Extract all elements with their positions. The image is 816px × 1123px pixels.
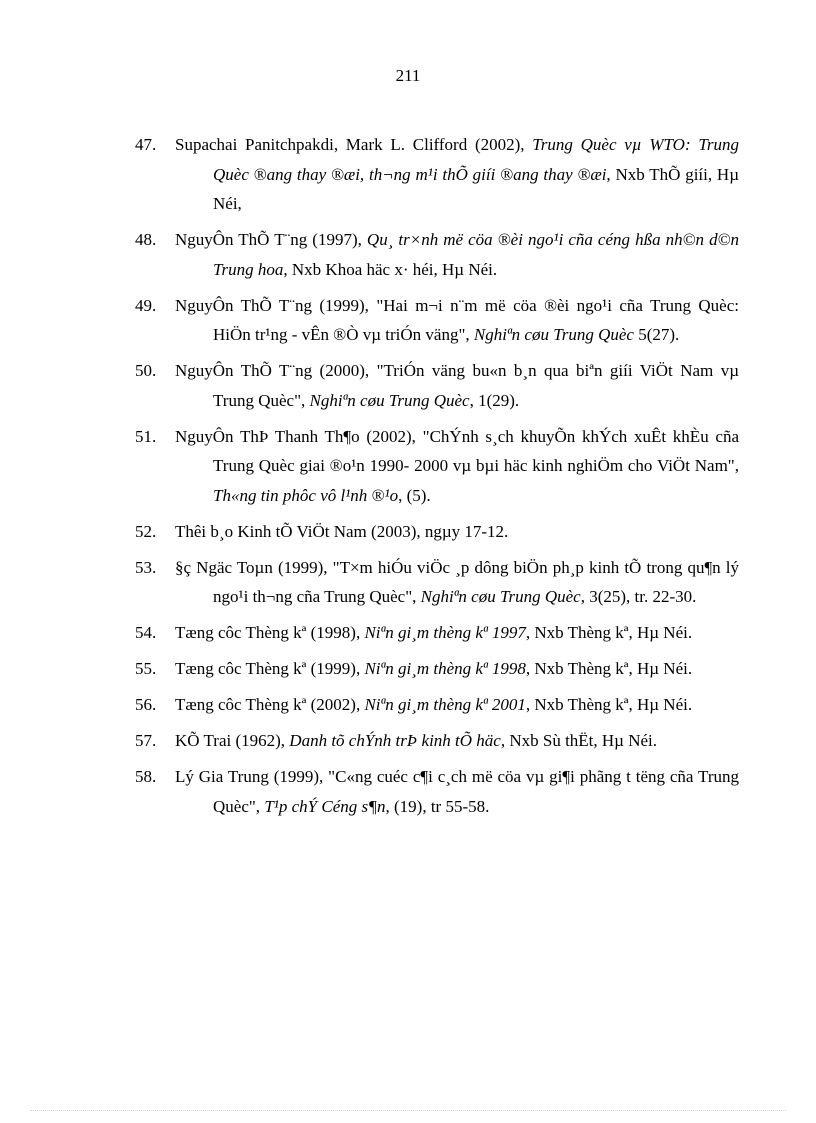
- reference-number: 58.: [135, 767, 157, 786]
- reference-list: [135, 130, 739, 828]
- reference-title: Th«ng tin phôc vô l¹nh ®¹o: [213, 485, 399, 505]
- page-number: 211: [395, 66, 421, 85]
- reference-number: 48.: [135, 230, 157, 249]
- reference-title: T¹p chÝ Céng s¶n: [264, 796, 386, 816]
- reference-item: [135, 690, 739, 720]
- reference-text: NguyÔn ThÞ Thanh Th¶o (2002), "ChÝnh s¸ch khuyÕn khÝch xuÊt khÈu cña Trung Quèc giai ®o¹n 1990- 2000 vµ bµi häc kinh nghiÖm cho ViÖt Nam",: [175, 426, 739, 475]
- reference-item: [135, 762, 739, 821]
- reference-publisher: , Nxb Khoa häc x· héi, Hµ Néi.: [283, 259, 498, 279]
- reference-publisher: , (19), tr 55-58.: [385, 796, 490, 816]
- reference-number: 56.: [135, 695, 157, 714]
- reference-number: 51.: [135, 426, 157, 446]
- reference-text: Tæng côc Thèng kª (1998),: [175, 623, 365, 642]
- reference-publisher: , (5).: [398, 485, 431, 505]
- reference-item: [135, 225, 739, 284]
- reference-publisher: , Nxb Thèng kª, Hµ Néi.: [525, 659, 693, 678]
- reference-publisher: , Nxb Thèng kª, Hµ Néi.: [525, 695, 693, 714]
- reference-item: [135, 618, 739, 648]
- reference-text: Tæng côc Thèng kª (1999),: [175, 659, 365, 678]
- reference-text: Tæng côc Thèng kª (2002),: [175, 695, 365, 714]
- reference-title: Trung Quèc vµ WTO: Trung Quèc ®ang thay ®æi, th¬ng m¹i thÕ giíi ®ang thay ®æi: [213, 135, 739, 184]
- reference-text: NguyÔn ThÕ T¨ng (2000), "TriÓn väng bu«n b¸n qua biªn giíi ViÖt Nam vµ Trung Quèc",: [175, 361, 739, 410]
- reference-text: Lý Gia Trung (1999), "C«ng cuéc c¶i c¸ch më cöa vµ gi¶i phãng t tëng cña Trung Quèc",: [175, 767, 739, 816]
- reference-title: Niªn gi¸m thèng kª 2001: [364, 695, 526, 714]
- reference-number: 55.: [135, 659, 157, 678]
- reference-text: KÕ Trai (1962),: [175, 731, 290, 750]
- reference-text: Thêi b¸o Kinh tÕ ViÖt Nam (2003), ngµy 17-12.: [175, 521, 509, 541]
- reference-publisher: , Nxb Sù thËt, Hµ Néi.: [500, 731, 658, 750]
- reference-title: Nghiªn cøu Trung Quèc: [420, 587, 581, 606]
- reference-number: 47.: [135, 135, 157, 154]
- reference-number: 50.: [135, 361, 157, 380]
- page-bottom-rule: [30, 1110, 786, 1111]
- reference-title: Nghiªn cøu Trung Quèc: [309, 390, 470, 410]
- reference-text: NguyÔn ThÕ T¨ng (1997),: [175, 230, 367, 249]
- reference-item: [135, 422, 739, 511]
- reference-number: 53.: [135, 557, 157, 577]
- reference-title: Niªn gi¸m thèng kª 1998: [364, 659, 526, 678]
- reference-publisher: , Nxb Thèng kª, Hµ Néi.: [525, 623, 693, 642]
- reference-text: §ç Ngäc Toµn (1999), "T×m hiÓu viÖc ¸p dông biÖn ph¸p kinh tÕ trong qu¶n lý ngo¹i th¬ng cña Trung Quèc",: [175, 557, 739, 606]
- reference-number: 49.: [135, 295, 157, 315]
- reference-item: [135, 726, 739, 756]
- reference-publisher: , 3(25), tr. 22-30.: [580, 587, 697, 606]
- reference-item: [135, 553, 739, 612]
- reference-number: 52.: [135, 521, 157, 541]
- reference-title: Danh tõ chÝnh trÞ kinh tÕ häc: [289, 731, 501, 750]
- reference-title: Qu¸ tr×nh më cöa ®èi ngo¹i cña céng hßa nh©n d©n Trung hoa: [213, 230, 740, 279]
- reference-item: [135, 130, 739, 219]
- reference-publisher: , 1(29).: [469, 390, 520, 410]
- reference-text: Supachai Panitchpakdi, Mark L. Clifford (2002),: [175, 135, 533, 154]
- reference-number: 54.: [135, 623, 157, 642]
- reference-title: Nghiªn cøu Trung Quèc: [473, 325, 634, 344]
- reference-text: NguyÔn ThÕ T¨ng (1999), "Hai m¬i n¨m më cöa ®èi ngo¹i cña Trung Quèc: HiÖn tr¹ng - vÊn ®Ò vµ triÓn väng",: [175, 295, 739, 344]
- reference-item: [135, 356, 739, 415]
- reference-publisher: , Nxb ThÕ giíi, Hµ Néi,: [213, 164, 739, 213]
- reference-item: [135, 654, 739, 684]
- reference-publisher: 5(27).: [633, 325, 680, 344]
- reference-number: 57.: [135, 731, 157, 750]
- reference-item: [135, 291, 739, 350]
- reference-item: [135, 517, 739, 547]
- reference-title: Niªn gi¸m thèng kª 1997: [364, 623, 526, 642]
